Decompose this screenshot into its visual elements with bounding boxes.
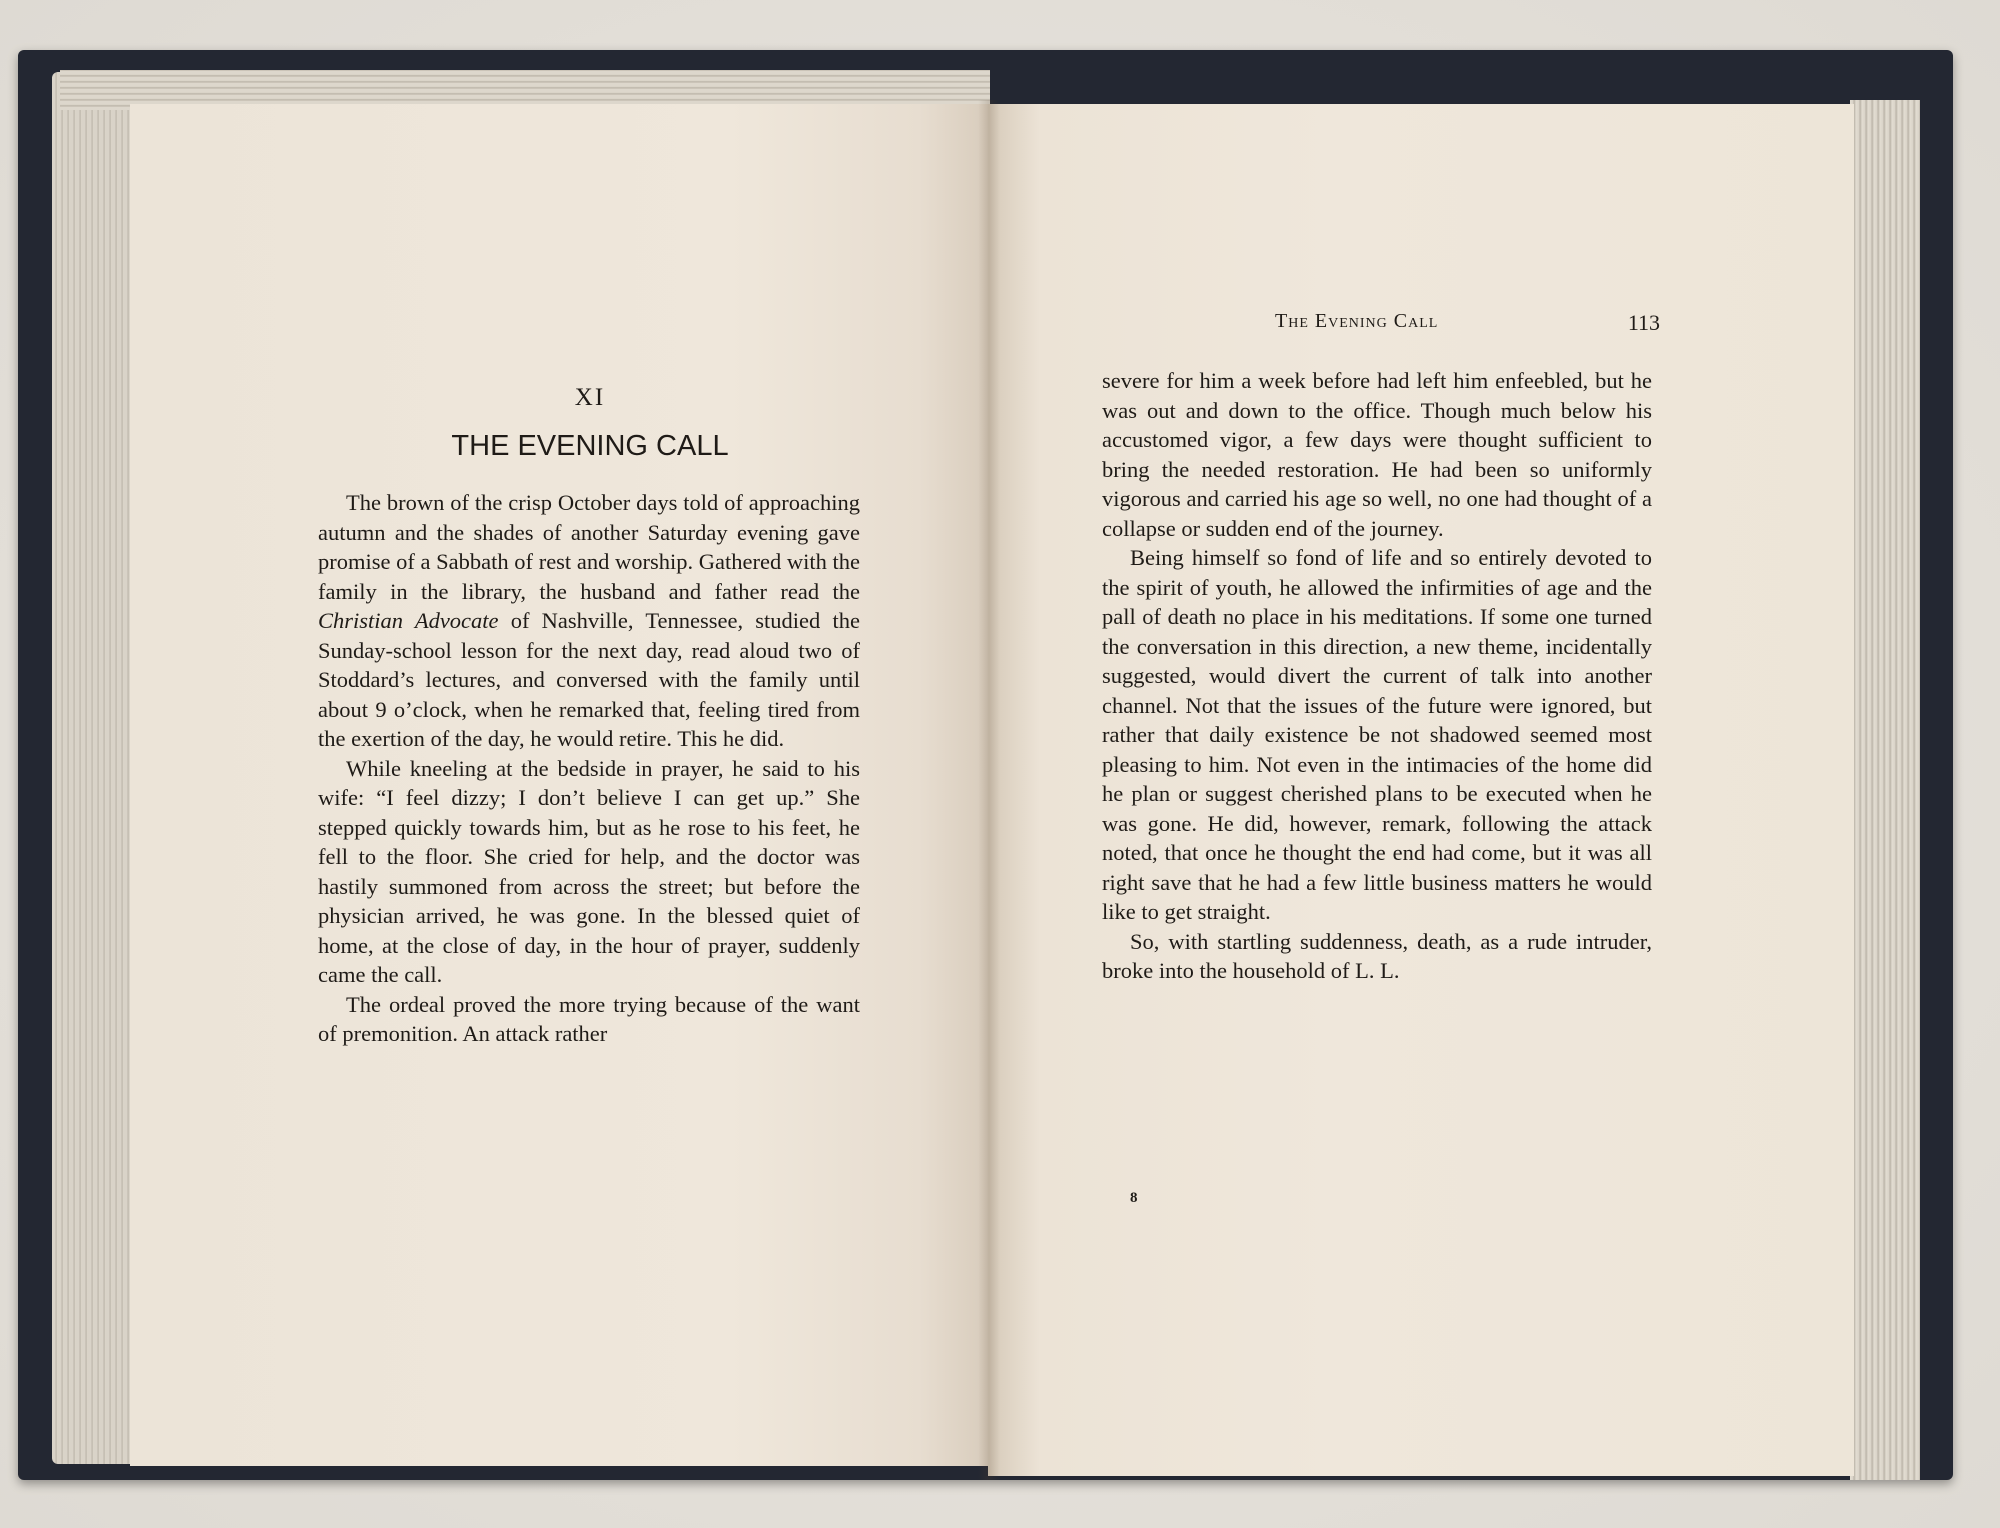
paragraph-text: of Nashville, Tennessee, studied the Sunday-school lesson for the next day, read aloud two of Stoddard’s lectures, and conversed with the family until about 9 o’clock, when he remarked that, feeling tired from the exertion of the day, he would retire. This he did. [318,608,860,751]
paragraph: The ordeal proved the more trying because of the want of premonition. An attack rather [318,991,860,1046]
running-head: The Evening Call [1275,310,1439,332]
page-edges-left [52,72,132,1464]
chapter-title: THE EVENING CALL [451,430,729,462]
left-page-text [318,488,860,1049]
right-page-text [1102,366,1652,986]
paragraph: While kneeling at the bedside in prayer, he said to his wife: “I feel dizzy; I don’t believe I can get up.” She stepped quickly towards him, but as he rose to his feet, he fell to the floor. She cried for help, and the doctor was hastily summoned from across the street; but before the physician arrived, he was gone. In the blessed quiet of home, at the close of day, in the hour of prayer, suddenly came the call. [318,755,860,987]
book-gutter [978,100,1000,1480]
publication-title: Christian Advocate [318,608,499,633]
signature-mark: 8 [1130,1190,1138,1206]
page-number: 113 [1627,310,1660,335]
paragraph: severe for him a week before had left him enfeebled, but he was out and down to the office. Though much below his accustomed vigor, a few days were thought sufficient to bring the needed restoration. He had been so uniformly vigorous and carried his age so well, no one had thought of a collapse or sudden end of the journey. [1102,368,1652,541]
paragraph: Being himself so fond of life and so entirely devoted to the spirit of youth, he allowed the infirmities of age and the pall of death no place in his meditations. If some one turned the conversation in this direction, a new theme, incidentally suggested, would divert the current of talk into another channel. Not that the issues of the future were ignored, but rather that daily existence be not shadowed seemed most pleasing to him. Not even in the intimacies of the home did he plan or suggest cherished plans to be executed when he was gone. He did, however, remark, following the attack noted, that once he thought the end had come, but it was all right save that he had a few little business matters he would like to get straight. [1102,545,1652,924]
paragraph-text: The brown of the crisp October days told of approaching autumn and the shades of another Saturday evening gave promise of a Sabbath of rest and worship. Gathered with the family in the library, the husband and father read the [318,490,860,604]
chapter-number: XI [574,384,606,411]
paragraph [318,488,860,754]
paragraph: So, with startling suddenness, death, as a rude intruder, broke into the household of L. L. [1102,928,1652,983]
page-edges-right [1850,100,1920,1480]
